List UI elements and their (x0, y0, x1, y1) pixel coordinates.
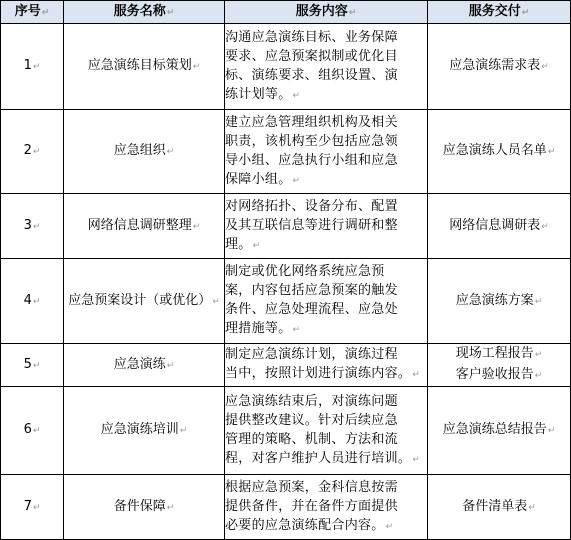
cell-number (1, 194, 64, 259)
cell-number (1, 110, 64, 194)
cell-number (1, 387, 64, 475)
service-name: 网络信息调研整理 (87, 217, 192, 233)
paragraph-mark: ↵ (32, 296, 41, 307)
paragraph-mark: ↵ (32, 502, 41, 513)
paragraph-mark: ↵ (212, 296, 220, 307)
deliverable-line: 应急演练人员名单↵ (442, 143, 556, 158)
paragraph-mark: ↵ (32, 360, 41, 371)
content-line: 及其互联信息等进行调研和整 (225, 217, 398, 233)
content-line: 程，对客户维护人员进行培训。↵ (225, 450, 421, 466)
cell-service-deliverable (428, 475, 571, 540)
table-row (1, 259, 571, 344)
row-number: 1 (23, 58, 32, 73)
content-line: 建立应急管理组织机构及相关 (225, 114, 398, 130)
paragraph-mark: ↵ (547, 147, 556, 157)
paragraph-mark: ↵ (385, 521, 394, 532)
content-line: 应急演练结束后，对演练问题 (225, 393, 398, 409)
paragraph-mark: ↵ (541, 62, 549, 72)
deliverable-line: 现场工程报告↵ (455, 346, 543, 361)
header-cell-service-name: 服务名称↵ (64, 1, 225, 24)
paragraph-mark: ↵ (292, 325, 301, 335)
row-number: 5 (23, 356, 32, 372)
cell-service-name (64, 387, 225, 475)
paragraph-mark: ↵ (534, 350, 543, 360)
paragraph-mark: ↵ (412, 454, 421, 465)
paragraph-mark: ↵ (179, 426, 188, 436)
paragraph-mark: ↵ (166, 147, 175, 157)
deliverable-line: 应急演练总结报告↵ (442, 422, 556, 437)
row-number: 6 (23, 422, 32, 437)
cell-service-name (64, 344, 225, 387)
table-row (1, 475, 571, 540)
cell-service-deliverable (428, 387, 571, 475)
cell-service-name (64, 475, 225, 540)
cell-service-content (225, 475, 428, 540)
paragraph-mark: ↵ (166, 360, 175, 371)
cell-service-content (225, 110, 428, 194)
paragraph-mark: ↵ (32, 426, 41, 436)
cell-service-content (225, 387, 428, 475)
cell-service-deliverable (428, 110, 571, 194)
paragraph-mark: ↵ (534, 371, 543, 381)
content-line: 制定或优化网络系统应急预 (225, 264, 385, 279)
content-line: 练计划等。↵ (225, 86, 301, 102)
header-cell-number: 序号↵ (1, 1, 64, 24)
cell-number (1, 259, 64, 344)
content-line: 管理的策略、机制、方法和流 (225, 431, 398, 447)
table-row (1, 344, 571, 387)
table-row (1, 110, 571, 194)
content-line: 标、演练要求、组织设置、演 (225, 67, 398, 83)
cell-service-name (64, 110, 225, 194)
cell-number (1, 24, 64, 110)
content-line: 制定应急演练计划，演练过程 (225, 347, 398, 362)
content-line: 当中，按照计划进行演练内容。↵ (225, 366, 421, 381)
cell-service-name (64, 194, 225, 259)
header-cell-service-deliverable: 服务交付↵ (428, 1, 571, 24)
content-line: 理措施等。↵ (225, 321, 301, 336)
paragraph-mark: ↵ (547, 426, 556, 436)
content-line: 沟通应急演练目标、业务保障 (225, 29, 398, 45)
cell-service-deliverable (428, 344, 571, 387)
row-number: 2 (23, 143, 32, 158)
content-line: 理。↵ (225, 236, 261, 252)
paragraph-mark: ↵ (32, 147, 41, 157)
paragraph-mark: ↵ (412, 370, 421, 380)
service-name: 应急演练目标策划 (87, 58, 192, 73)
table-row (1, 24, 571, 110)
table-row (1, 194, 571, 259)
paragraph-mark: ↵ (192, 62, 201, 72)
deliverable-line: 应急演练需求表↵ (449, 58, 549, 73)
cell-service-deliverable (428, 259, 571, 344)
content-line: 提供整改建议。针对后续应急 (225, 412, 398, 428)
service-name: 应急演练培训 (100, 422, 179, 437)
content-line: 案，内容包括应急预案的触发 (225, 283, 398, 298)
cell-service-content (225, 344, 428, 387)
paragraph-mark: ↵ (252, 240, 261, 251)
header-cell-service-content: 服务内容↵ (225, 1, 428, 24)
paragraph-mark: ↵ (528, 502, 536, 513)
paragraph-mark: ↵ (32, 221, 41, 232)
deliverable-line: 客户验收报告↵ (455, 367, 543, 382)
table-row (1, 387, 571, 475)
content-line: 根据应急预案，金科信息按需 (225, 479, 398, 495)
content-line: 对网络拓扑、设备分布、配置 (225, 198, 398, 214)
content-line: 提供备件，并在备件方面提供 (225, 498, 398, 514)
service-name: 应急组织 (113, 143, 166, 158)
paragraph-mark: ↵ (541, 221, 549, 232)
paragraph-mark: ↵ (192, 221, 201, 232)
service-name: 应急演练 (113, 356, 166, 372)
cell-service-name (64, 259, 225, 344)
paragraph-mark: ↵ (534, 296, 543, 307)
paragraph-mark: ↵ (292, 90, 301, 101)
paragraph-mark: ↵ (166, 502, 175, 513)
cell-service-name (64, 24, 225, 110)
cell-service-deliverable (428, 24, 571, 110)
service-name: 应急预案设计（或优化） (68, 292, 212, 308)
content-line: 要求、应急预案拟制或优化目 (225, 48, 398, 64)
content-line: 必要的应急演练配合内容。↵ (225, 517, 394, 533)
cell-number (1, 344, 64, 387)
table-body (1, 24, 571, 540)
deliverable-line: 应急演练方案↵ (455, 292, 543, 308)
content-line: 条件、应急处理流程、应急处 (225, 302, 398, 317)
cell-service-content (225, 24, 428, 110)
paragraph-mark: ↵ (292, 175, 301, 186)
content-line: 保障小组。↵ (225, 171, 301, 187)
content-line: 职责，该机构至少包括应急领 (225, 133, 398, 149)
cell-service-deliverable (428, 194, 571, 259)
cell-service-content (225, 194, 428, 259)
table-header-row (1, 1, 571, 24)
cell-service-content (225, 259, 428, 344)
cell-number (1, 475, 64, 540)
row-number: 3 (23, 217, 32, 233)
paragraph-mark: ↵ (32, 62, 41, 72)
row-number: 4 (23, 292, 32, 308)
deliverable-line: 备件清单表↵ (462, 498, 536, 514)
content-line: 导小组、应急执行小组和应急 (225, 152, 398, 168)
deliverable-line: 网络信息调研表↵ (449, 217, 549, 233)
service-name: 备件保障 (113, 498, 166, 514)
row-number: 7 (23, 498, 32, 514)
